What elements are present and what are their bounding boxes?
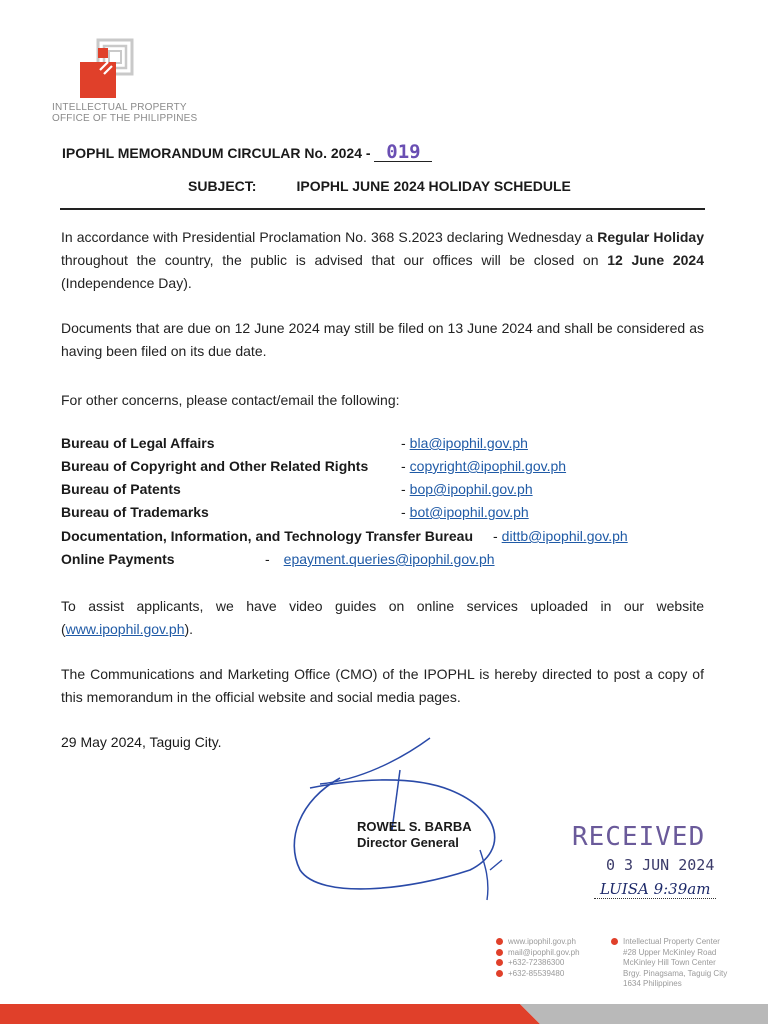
p1-text-a: In accordance with Presidential Proclamation No. 368 S.2023 declaring Wednesday a (61, 229, 598, 245)
contact-dash: - (401, 458, 406, 474)
circular-title (62, 143, 432, 162)
contact-name: Documentation, Information, and Technology Transfer Bureau (61, 528, 474, 544)
stamp-date: 0 3 JUN 2024 (606, 856, 715, 874)
ipophl-logo-icon (78, 38, 138, 100)
paragraph-cmo-directive: The Communications and Marketing Office (CMO) of the IPOPHL is hereby directed to post a copy of this memorandum in the official website and social media pages. (61, 666, 704, 705)
footer-contacts (496, 937, 580, 979)
mail-icon (496, 949, 503, 956)
signatory-title: Director General (357, 835, 459, 850)
contact-email-link[interactable]: copyright@ipophil.gov.ph (409, 458, 567, 474)
stamp-handwritten-time: LUISA 9:39am (594, 880, 716, 899)
p1-text-e: (Independence Day). (61, 275, 192, 291)
contact-email-link[interactable]: epayment.queries@ipophil.gov.ph (283, 551, 495, 567)
contact-name: Bureau of Trademarks (61, 504, 209, 520)
footer-mail (496, 948, 580, 959)
footer-mail-text: mail@ipophil.gov.ph (508, 947, 580, 957)
contact-dash: - (401, 481, 406, 497)
footer-web-text: www.ipophil.gov.ph (508, 937, 576, 946)
org-name (52, 102, 197, 124)
subject-value: IPOPHL JUNE 2024 HOLIDAY SCHEDULE (296, 178, 571, 194)
contact-name: Bureau of Copyright and Other Related Rights (61, 458, 369, 474)
stamp-title: RECEIVED (572, 822, 706, 852)
received-stamp (572, 822, 742, 899)
contact-dash: - (401, 504, 406, 520)
subject-label: SUBJECT: (188, 178, 257, 194)
contact-row (61, 455, 701, 478)
contact-email-link[interactable]: dittb@ipophil.gov.ph (501, 528, 628, 544)
footer-addr-line3: McKinley Hill Town Center (623, 958, 716, 967)
contact-name: Bureau of Legal Affairs (61, 435, 215, 451)
footer-addr-line4: Brgy. Pinagsama, Taguig City (623, 968, 728, 978)
p4-text-b: ). (184, 621, 194, 637)
phone-icon (496, 959, 503, 966)
header-divider (60, 208, 705, 210)
footer-phone2-text: +632-85539480 (508, 968, 565, 978)
p1-closure-date: 12 June 2024 (607, 252, 704, 268)
paragraph-video-guides (61, 595, 704, 641)
contact-row (61, 525, 701, 548)
footer-phone1-text: +632-72386300 (508, 958, 565, 967)
p4-text-a: To assist applicants, we have video guides on online services uploaded in our website ( (61, 598, 704, 637)
contact-row (61, 501, 701, 524)
contact-dash: - (401, 435, 406, 451)
contact-row (61, 478, 701, 501)
paragraph-holiday-notice (61, 226, 704, 295)
footer-phone1 (496, 958, 580, 969)
footer-address (611, 937, 727, 990)
contact-dash: - (493, 528, 498, 544)
p1-text-c: throughout the country, the public is advised that our offices will be closed on (61, 252, 608, 268)
contact-row (61, 432, 701, 455)
org-name-line1: INTELLECTUAL PROPERTY (52, 102, 187, 113)
signatory (357, 819, 472, 851)
p1-regular-holiday: Regular Holiday (597, 229, 704, 245)
footer-addr-line1: Intellectual Property Center (623, 937, 720, 946)
paragraph-contacts-intro: For other concerns, please contact/email the following: (61, 392, 400, 408)
contact-name: Bureau of Patents (61, 481, 181, 497)
fax-icon (496, 970, 503, 977)
contact-email-link[interactable]: bla@ipophil.gov.ph (409, 435, 528, 451)
contact-name: Online Payments (61, 551, 175, 567)
footer-web (496, 937, 580, 948)
footer-addr-line2: #28 Upper McKinley Road (623, 947, 717, 957)
contact-email-link[interactable]: bop@ipophil.gov.ph (409, 481, 533, 497)
signatory-name: ROWEL S. BARBA (357, 819, 472, 834)
org-name-line2: OFFICE OF THE PHILIPPINES (52, 113, 198, 124)
circular-label: IPOPHL MEMORANDUM CIRCULAR No. 2024 - (62, 145, 371, 161)
website-link[interactable]: www.ipophil.gov.ph (65, 621, 185, 637)
date-place: 29 May 2024, Taguig City. (61, 734, 222, 750)
contact-dash: - (265, 551, 270, 567)
contact-email-link[interactable]: bot@ipophil.gov.ph (409, 504, 529, 520)
contact-row (61, 548, 701, 571)
footer-color-bar (0, 1000, 768, 1024)
circular-number: 019 (374, 143, 432, 162)
subject-line (188, 178, 571, 194)
paragraph-filing-dates: Documents that are due on 12 June 2024 may still be filed on 13 June 2024 and shall be considered as having been filed on its due date. (61, 320, 704, 359)
globe-icon (496, 938, 503, 945)
footer-addr-line5: 1634 Philippines (623, 979, 682, 988)
footer-phone2 (496, 969, 580, 980)
location-icon (611, 938, 618, 945)
